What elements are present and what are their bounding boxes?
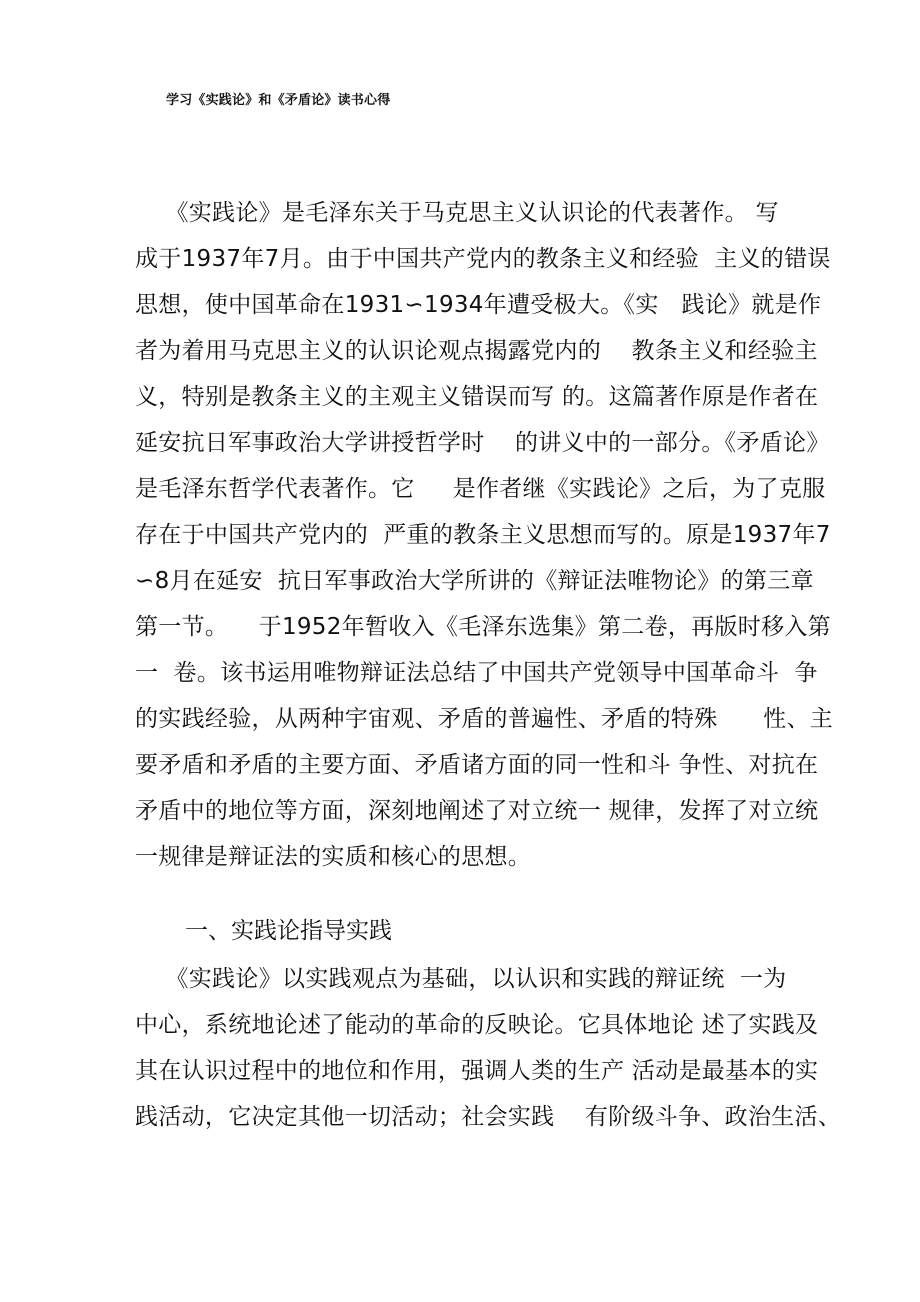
text-line: 者为着用马克思主义的认识论观点揭露党内的 教条主义和经验主 <box>135 338 818 364</box>
text-line: 践活动，它决定其他一切活动；社会实践 有阶级斗争、政治生活、 <box>135 1104 842 1130</box>
text-line: 中心，系统地论述了能动的革命的反映论。它具体地论 述了实践及 <box>135 1012 819 1038</box>
text-line: 延安抗日军事政治大学讲授哲学时 的讲义中的一部分。《矛盾论》 <box>135 430 830 456</box>
text-line: 一规律是辩证法的实质和核心的思想。 <box>135 844 532 870</box>
text-line: 《实践论》以实践观点为基础，以认识和实践的辩证统 一为 <box>135 966 787 992</box>
text-line: 要矛盾和矛盾的主要方面、矛盾诸方面的同一性和斗 争性、对抗在 <box>135 752 819 778</box>
text-line: 矛盾中的地位等方面，深刻地阐述了对立统一 规律，发挥了对立统 <box>135 798 819 824</box>
text-line: 其在认识过程中的地位和作用，强调人类的生产 活动是最基本的实 <box>135 1058 819 1084</box>
text-line: 成于1937年7月。由于中国共产党内的教条主义和经验 主义的错误 <box>135 246 831 272</box>
text-line: ∽8月在延安 抗日军事政治大学所讲的《辩证法唯物论》的第三章 <box>135 568 814 594</box>
text-line: 是毛泽东哲学代表著作。它 是作者继《实践论》之后，为了克服 <box>135 476 826 502</box>
text-line: 《实践论》是毛泽东关于马克思主义认识论的代表著作。 写 <box>135 200 779 226</box>
text-line: 存在于中国共产党内的 严重的教条主义思想而写的。原是1937年7 <box>135 522 831 548</box>
text-line: 的实践经验，从两种宇宙观、矛盾的普遍性、矛盾的特殊 性、主 <box>135 706 834 732</box>
text-line: 义，特别是教条主义的主观主义错误而写 的。这篇著作原是作者在 <box>135 384 819 410</box>
text-line: 思想，使中国革命在1931∽1934年遭受极大。《实 践论》就是作 <box>135 292 822 318</box>
text-line: 第一节。 于1952年暂收入《毛泽东选集》第二卷，再版时移入第 <box>135 614 831 640</box>
section-heading: 一、实践论指导实践 <box>185 918 392 944</box>
document-title: 学习《实践论》和《矛盾论》读书心得 <box>166 93 391 108</box>
text-line: 一 卷。该书运用唯物辩证法总结了中国共产党领导中国革命斗 争 <box>135 660 818 686</box>
